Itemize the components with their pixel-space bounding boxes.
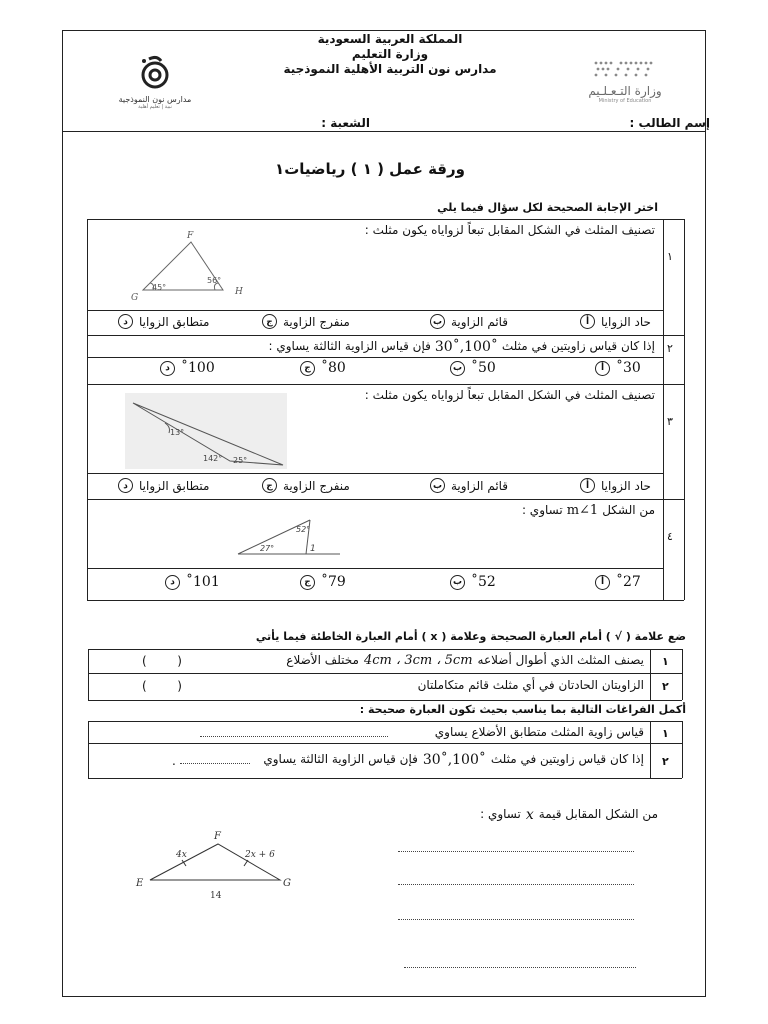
q3-option-d-letter: د [118,478,133,493]
q2-text [230,339,655,355]
table-border [87,384,684,385]
s3-row1-text: قياس زاوية المثلث متطابق الأضلاع يساوي [434,725,644,739]
q3-option-a-letter: أ [580,478,595,493]
q4-angle-top: 52° [296,525,311,534]
s4-side-right: 2x + 6 [245,850,275,860]
table-border [87,335,684,336]
table-border [88,649,89,700]
q4-option-b-text: 52˚ [471,574,496,590]
s4-label-g: G [283,878,291,889]
q4-angle-left: 27° [260,544,275,553]
table-border [650,649,651,700]
q1-option-a[interactable] [580,314,651,329]
q3-text: تصنيف المثلث في الشكل المقابل تبعاً لزواياه يكون مثلث : [364,388,655,402]
q2-option-b-letter: ب [450,361,465,376]
s4-text-b: تساوي : [480,807,521,821]
s2-row2-text: الزاويتان الحادتان في أي مثلث قائم متكاملتان [417,678,644,692]
table-border [682,649,683,700]
q4-text-b: تساوي : [521,503,563,517]
table-border [88,721,682,722]
q2-option-d[interactable] [160,360,215,376]
q1-option-d-letter: د [118,314,133,329]
table-border [684,219,685,600]
s3-row1-blank[interactable] [200,727,388,737]
school-name: مدارس نون التربية الأهلية النموذجية [283,62,497,76]
q4-angle-1: 1 [310,544,316,554]
q4-option-c[interactable] [300,574,346,590]
ministry-name: وزارة التعليم [351,47,429,61]
q1-label-g: G [131,293,139,303]
q3-option-b[interactable] [430,478,508,493]
ministry-logo-text: وزارة التـعـلـيم [588,84,662,98]
q4-option-d-letter: د [165,575,180,590]
s4-answer-line-1[interactable] [398,842,634,852]
q4-triangle-figure [230,512,350,562]
q2-number: ٢ [667,342,673,355]
s3-row1-number: ١ [662,727,669,740]
q1-angle-h: 56° [207,276,222,285]
header-titles [240,32,540,77]
section2-instruction: ضع علامة ( √ ) أمام العبارة الصحيحة وعلامة ( x ) أمام العبارة الخاطئة فيما يأتي [255,630,686,643]
country-name: المملكة العربية السعودية [317,32,463,46]
school-logo-sub: نبية | تعليم أهلية [138,104,172,110]
table-border [682,721,683,778]
q3-angle-mid: 142° [203,454,223,463]
table-border [663,219,664,600]
table-border [87,357,663,358]
s4-question [460,807,658,823]
s2-row2-answer-box[interactable]: ( ) [142,679,182,693]
q2-option-c-text: 80˚ [321,360,346,376]
q4-text [430,503,655,518]
q2-option-d-letter: د [160,361,175,376]
q1-triangle-figure [125,228,255,306]
s4-triangle-figure [130,828,300,903]
q2-text-b: فإن قياس الزاوية الثالثة يساوي : [268,339,431,353]
ministry-logo [575,58,675,104]
s4-side-left: 4x [176,850,187,860]
q2-option-b-text: 50˚ [471,360,496,376]
table-border [88,700,682,701]
header-underline [63,131,706,132]
q2-option-c[interactable] [300,360,346,376]
q2-text-a: إذا كان قياس زاويتين في مثلث [501,339,655,353]
ministry-logo-sub: Ministry of Education [598,98,652,104]
q3-option-c-text: منفرج الزاوية [283,478,350,493]
q3-option-d[interactable] [118,478,209,493]
q1-option-b[interactable] [430,314,508,329]
q1-option-a-text: حاد الزوايا [601,314,651,329]
q4-option-a[interactable] [595,574,641,590]
school-logo-text: مدارس نون النموذجية [118,95,192,104]
q4-text-a: من الشكل [602,503,655,517]
q4-number: ٤ [667,530,673,543]
q3-option-c-letter: ج [262,478,277,493]
q4-angle-name: m∠1 [566,503,599,518]
q3-number: ٣ [667,415,673,428]
table-border [87,600,684,601]
q2-option-b[interactable] [450,360,496,376]
section3-instruction: أكمل الفراغات التالية بما يناسب بحيث تكون العبارة صحيحة : [359,703,686,716]
s4-answer-line-4[interactable] [404,958,636,968]
q3-option-c[interactable] [262,478,350,493]
s4-label-e: E [136,878,144,889]
q4-option-d[interactable] [165,574,220,590]
school-logo-icon [135,55,175,91]
q1-option-c[interactable] [262,314,350,329]
student-name-label: إسم الطالب : [629,116,710,130]
q3-option-d-text: متطابق الزوايا [139,478,210,493]
s4-label-f: F [214,831,221,842]
q2-option-d-text: 100˚ [181,360,215,376]
q3-option-a[interactable] [580,478,651,493]
q3-option-a-text: حاد الزوايا [601,478,651,493]
s4-side-bottom: 14 [210,891,222,901]
q1-angle-g: 45° [152,283,167,292]
table-border [87,568,663,569]
s3-row2-text [255,752,644,768]
table-border [88,778,682,779]
q2-option-a[interactable] [595,360,641,376]
q2-option-c-letter: ج [300,361,315,376]
q3-triangle-figure [125,393,287,469]
q1-option-a-letter: أ [580,314,595,329]
s2-row1-sides: 4cm ، 3cm ، 5cm [363,653,473,668]
q3-option-b-letter: ب [430,478,445,493]
q1-option-d-text: متطابق الزوايا [139,314,210,329]
s2-row2-number: ٢ [662,680,669,693]
section-label: الشعبة : [321,116,370,130]
q1-option-b-letter: ب [430,314,445,329]
s3-row2-text-b: فإن قياس الزاوية الثالثة يساوي [263,752,418,766]
q3-angle-top: 13° [170,428,185,437]
s4-answer-line-3[interactable] [398,910,634,920]
q1-option-c-letter: ج [262,314,277,329]
q4-option-d-text: 101˚ [186,574,220,590]
q2-option-a-text: 30˚ [616,360,641,376]
q3-option-b-text: قائم الزاوية [451,478,509,493]
table-border [87,219,88,600]
table-border [88,673,682,674]
q4-option-b[interactable] [450,574,496,590]
s3-row2-number: ٢ [662,755,669,768]
q4-option-b-letter: ب [450,575,465,590]
q4-option-a-letter: أ [595,575,610,590]
s4-answer-line-2[interactable] [398,875,634,885]
table-border [650,721,651,778]
table-border [87,499,684,500]
s3-row2-period: . [172,754,176,768]
q1-number: ١ [667,250,673,263]
table-border [87,219,684,220]
q1-text: تصنيف المثلث في الشكل المقابل تبعاً لزواياه يكون مثلث : [364,223,655,237]
s4-variable: x [525,807,534,823]
q2-angles: 30˚,100˚ [434,339,498,355]
s3-row2-blank[interactable] [180,754,250,764]
q1-label-h: H [235,287,243,297]
worksheet-title: ورقة عمل ( ١ ) رياضيات١ [275,160,465,178]
q3-angle-right: 25° [233,456,248,465]
s2-row1-answer-box[interactable]: ( ) [142,654,182,668]
q1-option-b-text: قائم الزاوية [451,314,509,329]
table-border [88,743,682,744]
s3-row2-angles: 30˚,100˚ [422,752,486,768]
section1-instruction: اختر الإجابة الصحيحة لكل سؤال فيما يلي [437,201,658,214]
table-border [87,310,663,311]
s2-row1-text-b: مختلف الأضلاع [286,653,359,667]
s2-row1-text [260,653,644,668]
table-border [87,473,663,474]
q1-label-f: F [187,231,194,241]
q2-option-a-letter: أ [595,361,610,376]
q4-option-a-text: 27˚ [616,574,641,590]
s2-row1-number: ١ [662,655,669,668]
table-border [88,649,682,650]
q1-option-c-text: منفرج الزاوية [283,314,350,329]
table-border [88,721,89,778]
s3-row2-text-a: إذا كان قياس زاويتين في مثلث [490,752,644,766]
q1-option-d[interactable] [118,314,209,329]
ministry-dots-icon [590,58,660,80]
q4-option-c-text: 79˚ [321,574,346,590]
school-logo [100,55,210,110]
q4-option-c-letter: ج [300,575,315,590]
s2-row1-text-a: يصنف المثلث الذي أطوال أضلاعه [477,653,644,667]
s4-text-a: من الشكل المقابل قيمة [538,807,658,821]
